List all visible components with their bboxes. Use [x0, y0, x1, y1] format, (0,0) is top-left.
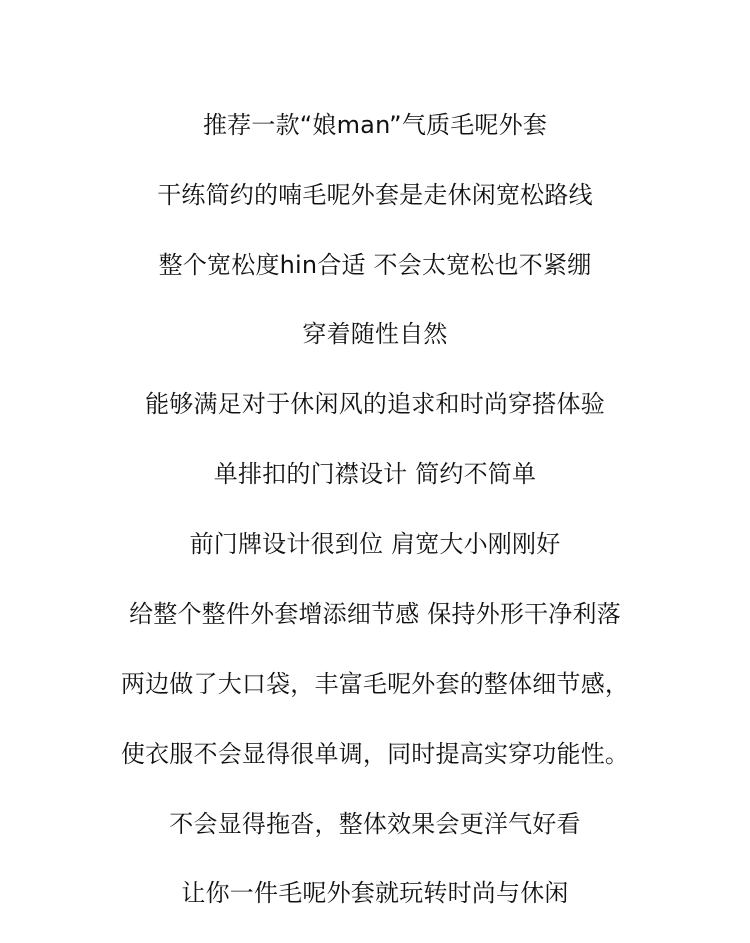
- text-line-2: 干练简约的喃毛呢外套是走休闲宽松路线: [157, 181, 593, 209]
- text-line-6: 单排扣的门襟设计 简约不简单: [213, 460, 537, 488]
- text-line-11: 不会显得拖沓，整体效果会更洋气好看: [169, 810, 581, 838]
- text-line-8: 给整个整件外套增添细节感 保持外形干净利落: [129, 600, 621, 628]
- text-line-4: 穿着随性自然: [302, 320, 448, 348]
- text-line-10: 使衣服不会显得很单调，同时提高实穿功能性。: [120, 740, 630, 768]
- text-line-7: 前门牌设计很到位 肩宽大小刚刚好: [189, 530, 561, 558]
- text-line-1: 推荐一款“娘man”气质毛呢外套: [202, 111, 548, 139]
- text-line-3: 整个宽松度hin合适 不会太宽松也不紧绷: [158, 251, 592, 279]
- text-line-9: 两边做了大口袋，丰富毛呢外套的整体细节感，: [120, 670, 630, 698]
- text-line-5: 能够满足对于休闲风的追求和时尚穿搭体验: [145, 390, 605, 418]
- text-line-12: 让你一件毛呢外套就玩转时尚与休闲: [181, 879, 569, 907]
